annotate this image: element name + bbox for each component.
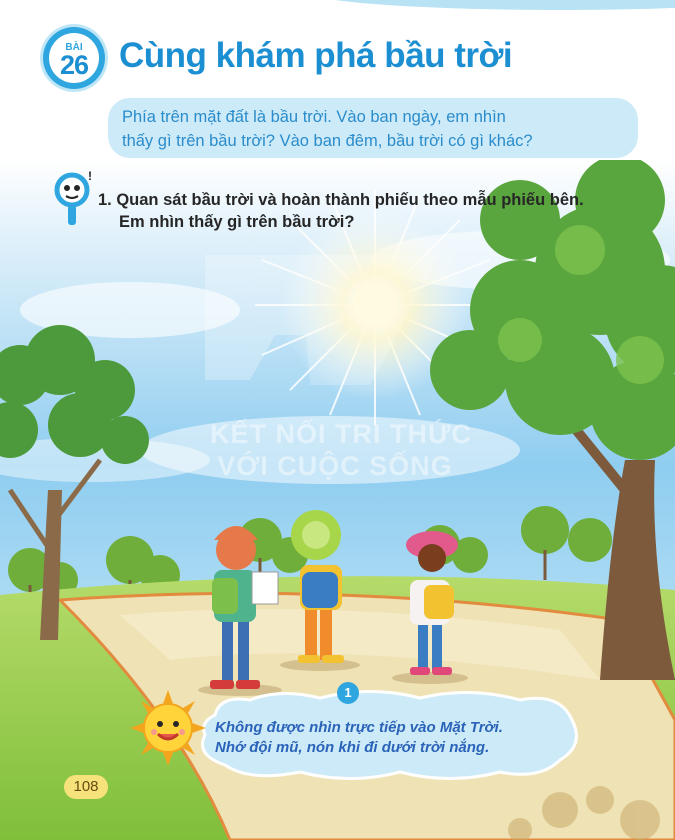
question-1: [98, 189, 584, 233]
lesson-title: Cùng khám phá bầu trời: [119, 36, 513, 75]
sun-character-icon: [130, 690, 206, 766]
figure-number: 1: [337, 682, 359, 704]
lesson-number: 26: [59, 50, 89, 80]
children-group: [198, 510, 468, 696]
svg-text:!: !: [88, 169, 92, 183]
magnifier-icon: [52, 168, 100, 228]
intro-line-1: Phía trên mặt đất là bầu trời. Vào ban ngày, em nhìn: [122, 108, 506, 126]
watermark-line-2: VỚI CUỘC SỐNG: [217, 451, 453, 481]
intro-line-2: thấy gì trên bầu trời? Vào ban đêm, bầu trời có gì khác?: [122, 132, 533, 150]
watermark-line-1: KẾT NỐI TRI THỨC: [210, 419, 472, 449]
lesson-badge: [43, 27, 105, 89]
page-number: 108: [64, 775, 108, 799]
question-line-1: 1. Quan sát bầu trời và hoàn thành phiếu theo mẫu phiếu bên.: [98, 191, 584, 209]
watermark-text: [210, 418, 472, 482]
intro-box: [108, 98, 638, 158]
top-decor-band: [0, 0, 675, 22]
note-line-1: Không được nhìn trực tiếp vào Mặt Trời.: [215, 719, 503, 736]
safety-note: [215, 718, 560, 758]
note-line-2: Nhớ đội mũ, nón khi đi dưới trời nắng.: [215, 739, 490, 756]
question-line-2: Em nhìn thấy gì trên bầu trời?: [119, 213, 355, 231]
lesson-label: BÀI: [65, 42, 83, 53]
